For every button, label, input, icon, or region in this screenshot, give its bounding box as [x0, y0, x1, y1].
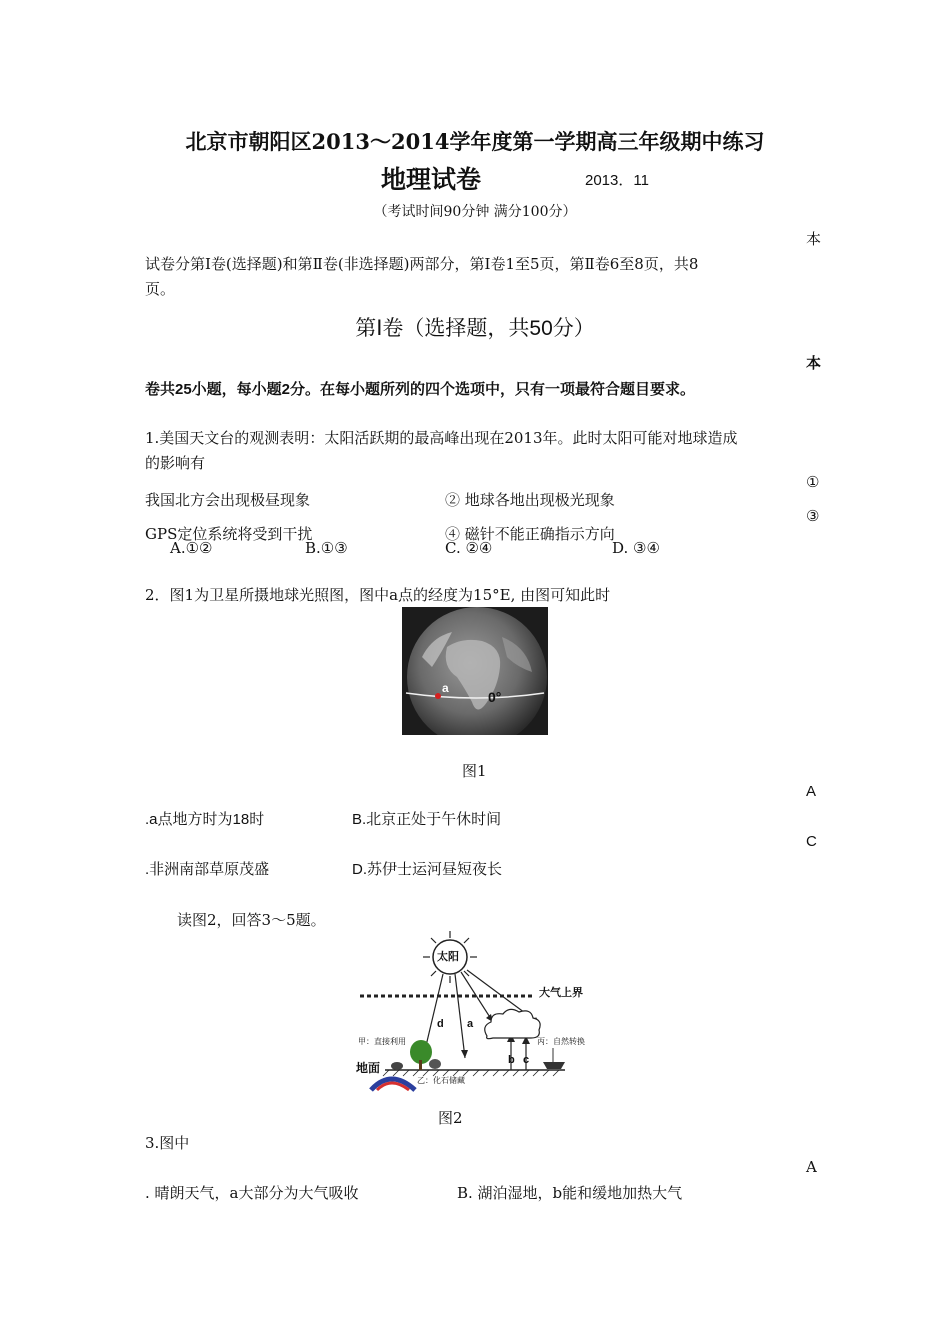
- figure2-solar-diagram: [355, 928, 610, 1093]
- exam-date: 2013．11: [585, 172, 649, 189]
- reading-prompt: 读图2，回答3～5题。: [177, 911, 326, 929]
- figure2-caption: 图2: [438, 1109, 463, 1127]
- q1-option-b: B.①③: [305, 539, 348, 557]
- exam-title: 北京市朝阳区2013～2014学年度第一学期高三年级期中练习: [185, 129, 765, 154]
- figure2-yi-label: 乙：化石储藏: [417, 1076, 465, 1085]
- figure2-label-c: c: [523, 1054, 530, 1066]
- q2-stem: 2．图1为卫星所摄地球光照图，图中a点的经度为15°E, 由图可知此时: [145, 586, 611, 604]
- q2-marker-a: A: [806, 783, 817, 800]
- figure2-label-d: d: [437, 1018, 444, 1030]
- section-instruction: 卷共25小题，每小题2分。在每小题所列的四个选项中，只有一项最符合题目要求。: [145, 381, 696, 398]
- q2-option-d: D.苏伊士运河昼短夜长: [352, 861, 503, 878]
- figure2-label-a: a: [467, 1018, 474, 1030]
- figure2-bing-label: 丙：自然转换: [537, 1037, 585, 1046]
- figure1-earth-photo: [402, 607, 548, 735]
- q3-stem: 3.图中: [145, 1134, 190, 1152]
- q1-option-a: A.①②: [170, 539, 213, 557]
- q1-item-3: GPS定位系统将受到干扰: [145, 525, 313, 543]
- intro-lead-char: 本: [806, 230, 822, 248]
- figure2-atmosphere-label: 大气上界: [539, 987, 583, 999]
- q2-option-b: B.北京正处于午休时间: [352, 811, 502, 828]
- q1-item-4: ④ 磁针不能正确指示方向: [445, 525, 615, 543]
- q3-marker-a: A: [806, 1158, 817, 1176]
- figure2-ground-label: 地面: [356, 1061, 381, 1075]
- figure2-sun-label: 太阳: [437, 951, 459, 963]
- exam-info: （考试时间90分钟 满分100分）: [373, 204, 577, 220]
- q1-stem-line2: 的影响有: [145, 454, 206, 472]
- q1-option-d: D. ③④: [612, 539, 660, 557]
- intro-text-end: 页。: [145, 280, 176, 298]
- intro-text: 试卷分第Ⅰ卷(选择题)和第Ⅱ卷(非选择题)两部分，第Ⅰ卷1至5页，第Ⅱ卷6至8页，共8: [145, 255, 699, 273]
- q1-item-2: ② 地球各地出现极光现象: [445, 491, 615, 509]
- figure2-label-b: b: [508, 1054, 515, 1066]
- q2-marker-c: C: [806, 833, 817, 850]
- q2-option-a: .a点地方时为18时: [145, 811, 265, 828]
- figure1-label-a: a: [442, 681, 449, 695]
- q1-option-c: C. ②④: [445, 539, 493, 557]
- figure2-jia-label: 甲：直接利用: [358, 1037, 406, 1046]
- exam-subject-title: 地理试卷: [381, 165, 482, 194]
- section-lead-char: 本: [806, 354, 822, 372]
- figure1-label-0: 0°: [488, 689, 502, 705]
- section-heading: 第Ⅰ卷（选择题，共50分）: [355, 317, 595, 340]
- q1-stem-line1: 1.美国天文台的观测表明：太阳活跃期的最高峰出现在2013年。此时太阳可能对地球造成: [145, 429, 738, 447]
- q1-marker-1: ①: [806, 473, 820, 491]
- q3-option-a: . 晴朗天气，a大部分为大气吸收: [145, 1184, 359, 1202]
- q3-option-b: B. 湖泊湿地，b能和缓地加热大气: [457, 1184, 683, 1202]
- figure1-caption: 图1: [462, 762, 487, 780]
- q1-item-1: 我国北方会出现极昼现象: [145, 491, 311, 509]
- q1-marker-3: ③: [806, 507, 820, 525]
- q2-option-c: .非洲南部草原茂盛: [145, 861, 270, 878]
